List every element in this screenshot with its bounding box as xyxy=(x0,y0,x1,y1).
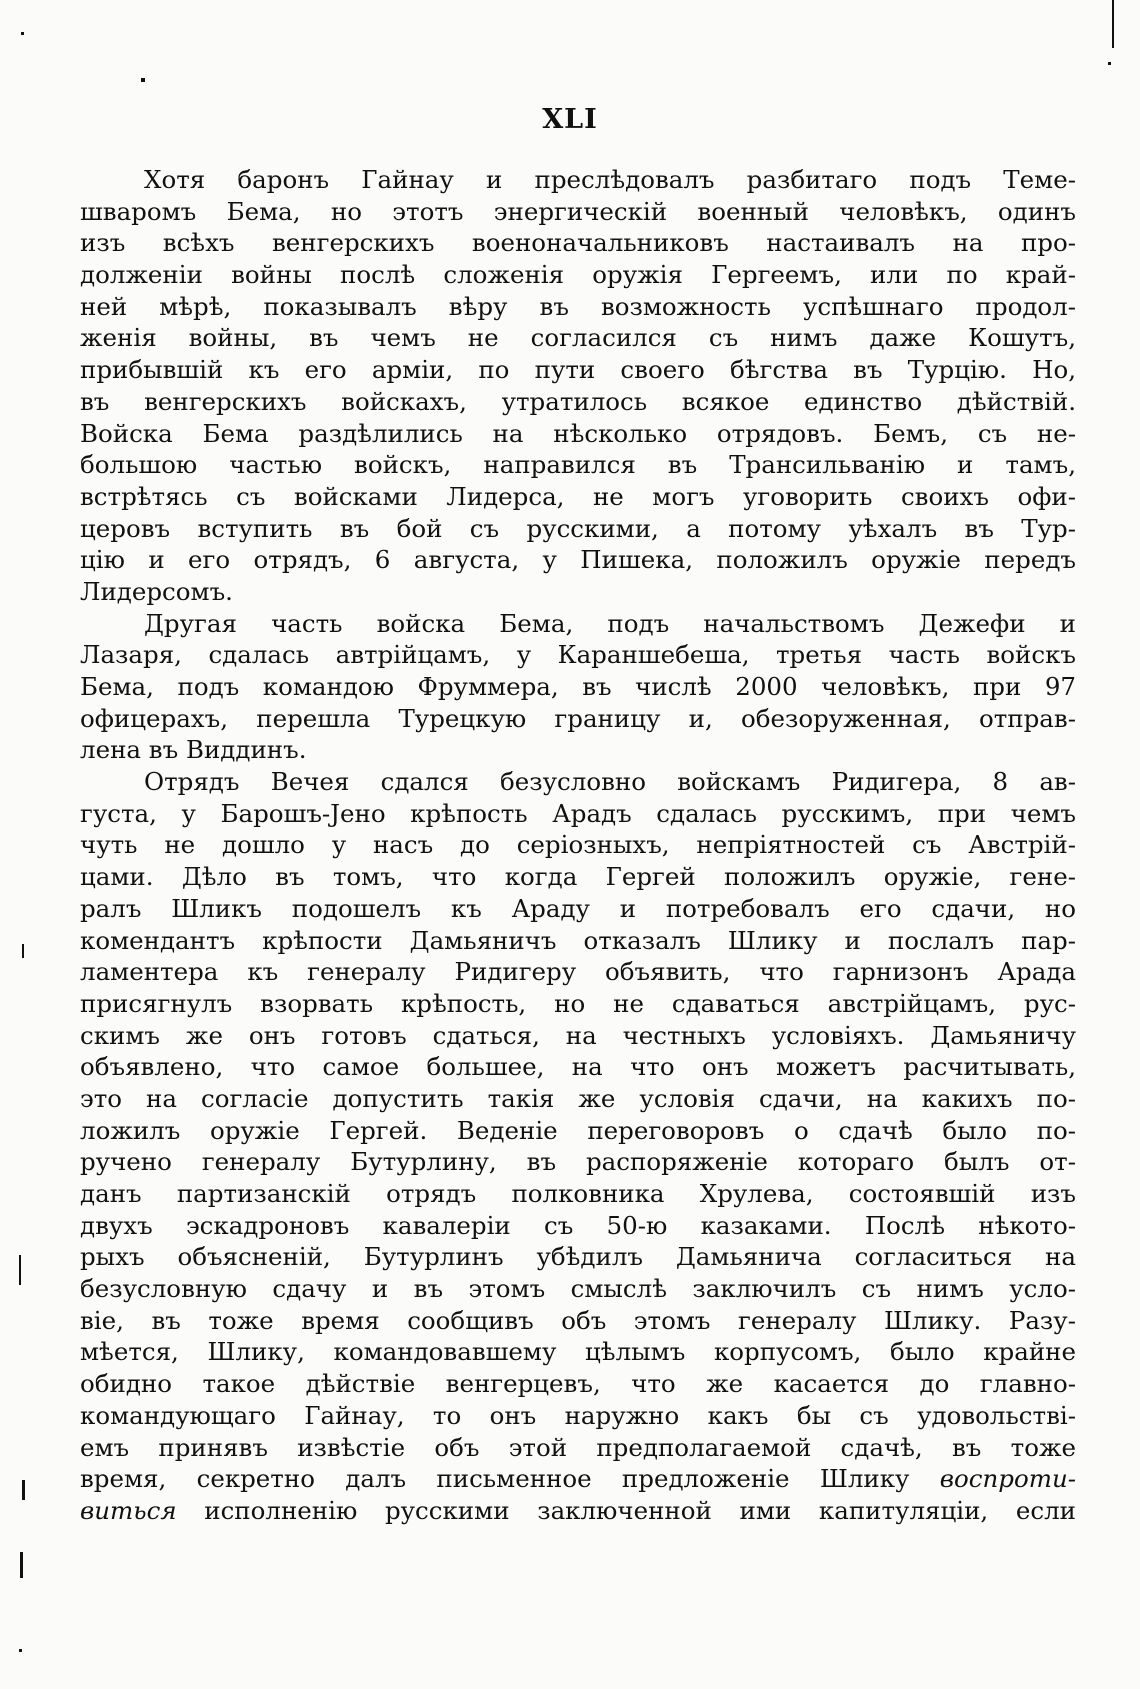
text-line: безусловную сдачу и въ этомъ смыслѣ заключилъ съ нимъ усло- xyxy=(80,1274,1076,1304)
text-line: ложилъ оружіе Гергей. Веденіе переговоровъ о сдачѣ было по- xyxy=(80,1115,1076,1145)
text-line: скимъ же онъ готовъ сдаться, на честныхъ условіяхъ. Дамьяничу xyxy=(80,1020,1076,1050)
text-line: женія войны, въ чемъ не согласился съ нимъ даже Кошутъ, xyxy=(80,323,1076,353)
scan-speck xyxy=(19,1649,22,1652)
margin-mark xyxy=(20,1552,23,1578)
text-line: Хотя баронъ Гайнау и преслѣдовалъ разбитаго подъ Теме- xyxy=(144,165,1076,194)
margin-mark xyxy=(22,1480,25,1500)
text-line: ламентера къ генералу Ридигеру объявить, что гарнизонъ Арада xyxy=(80,957,1076,987)
text-line: это на согласіе допустить такія же условія сдачи, на какихъ по- xyxy=(80,1083,1076,1113)
margin-mark xyxy=(22,944,24,958)
text-line: лена въ Виддинъ. xyxy=(80,735,307,765)
text-line: Лазаря, сдалась автрійцамъ, у Караншебеша, третья часть войскъ xyxy=(80,640,1076,670)
text-line: данъ партизанскій отрядъ полковника Хрулева, состоявшій изъ xyxy=(80,1179,1076,1208)
scan-speck xyxy=(21,32,24,35)
text-line xyxy=(80,1495,1076,1527)
text-line: встрѣтясь съ войсками Лидерса, не могъ уговорить своихъ офи- xyxy=(80,481,1076,511)
text-line: изъ всѣхъ венгерскихъ военоначальниковъ настаивалъ на про- xyxy=(80,228,1076,258)
text-line: офицерахъ, перешла Турецкую границу и, обезоруженная, отправ- xyxy=(80,703,1076,733)
text-line: большою частью войскъ, направился въ Трансильванію и тамъ, xyxy=(80,450,1076,480)
text-line: цами. Дѣло въ томъ, что когда Гергей положилъ оружіе, гене- xyxy=(80,862,1076,892)
page-number: XLI xyxy=(542,104,598,135)
text-line: ралъ Шликъ подошелъ къ Араду и потребовалъ его сдачи, но xyxy=(80,893,1076,923)
text-line: Отрядъ Вечея сдался безусловно войскамъ Ридигера, 8 ав- xyxy=(144,767,1076,797)
italic-run: виться xyxy=(80,1495,177,1525)
text-line: густа, у Барошъ-Јено крѣпость Арадъ сдалась русскимъ, при чемъ xyxy=(80,798,1076,828)
text-line: мѣется, Шлику, командовавшему цѣлымъ корпусомъ, было крайне xyxy=(80,1337,1076,1367)
italic-run: воспроти- xyxy=(939,1464,1076,1494)
text-line xyxy=(80,1463,1076,1495)
text-line: шваромъ Бема, но этотъ энергическій военный человѣкъ, одинъ xyxy=(80,196,1076,226)
text-line: ручено генералу Бутурлину, въ распоряженіе котораго былъ от- xyxy=(80,1147,1076,1177)
text-line: въ венгерскихъ войскахъ, утратилось всякое единство дѣйствій. xyxy=(80,386,1076,416)
text-line: Войска Бема раздѣлились на нѣсколько отрядовъ. Бемъ, съ не- xyxy=(80,418,1076,448)
scan-speck xyxy=(1108,62,1111,65)
text-line: рыхъ объясненій, Бутурлинъ убѣдилъ Дамьянича согласиться на xyxy=(80,1242,1076,1272)
text-line: присягнулъ взорвать крѣпость, но не сдаваться австрійцамъ, рус- xyxy=(80,988,1076,1018)
text-line: церовъ вступить въ бой съ русскими, а потому уѣхалъ въ Тур- xyxy=(80,513,1076,543)
text-line: Лидерсомъ. xyxy=(80,576,233,606)
scan-speck xyxy=(141,78,145,82)
margin-mark xyxy=(19,1255,21,1285)
margin-mark xyxy=(1112,0,1114,48)
text-line: объявлено, что самое большее, на что онъ можетъ расчитывать, xyxy=(80,1052,1076,1082)
text-run: время, секретно далъ письменное предложеніе Шлику xyxy=(80,1464,910,1494)
body-text xyxy=(80,164,1076,1527)
text-line: емъ принявъ извѣстіе объ этой предполагаемой сдачѣ, въ тоже xyxy=(80,1432,1076,1462)
text-line: Другая часть войска Бема, подъ начальствомъ Дежефи и xyxy=(144,608,1076,638)
text-line: Бема, подъ командою Фруммера, въ числѣ 2000 человѣкъ, при 97 xyxy=(80,672,1076,701)
text-line: цію и его отрядъ, 6 августа, у Пишека, положилъ оружіе передъ xyxy=(80,545,1076,575)
text-line: комендантъ крѣпости Дамьяничъ отказалъ Шлику и послалъ пар- xyxy=(80,925,1076,955)
text-line: прибывшій къ его арміи, по пути своего бѣгства въ Турцію. Но, xyxy=(80,355,1076,385)
text-run: исполненію русскими заключенной ими капитуляціи, если xyxy=(204,1495,1076,1525)
text-line: командующаго Гайнау, то онъ наружно какъ бы съ удовольстві- xyxy=(80,1400,1076,1430)
text-line: долженіи войны послѣ сложенія оружія Гергеемъ, или по край- xyxy=(80,260,1076,290)
text-line: віе, въ тоже время сообщивъ объ этомъ генералу Шлику. Разу- xyxy=(80,1305,1076,1335)
text-line: обидно такое дѣйствіе венгерцевъ, что же касается до главно- xyxy=(80,1369,1076,1399)
text-line: чуть не дошло у насъ до серіозныхъ, непріятностей съ Австрій- xyxy=(80,830,1076,860)
text-line: двухъ эскадроновъ кавалеріи съ 50-ю казаками. Послѣ нѣкото- xyxy=(80,1210,1076,1240)
text-line: ней мѣрѣ, показывалъ вѣру въ возможность успѣшнаго продол- xyxy=(80,291,1076,321)
